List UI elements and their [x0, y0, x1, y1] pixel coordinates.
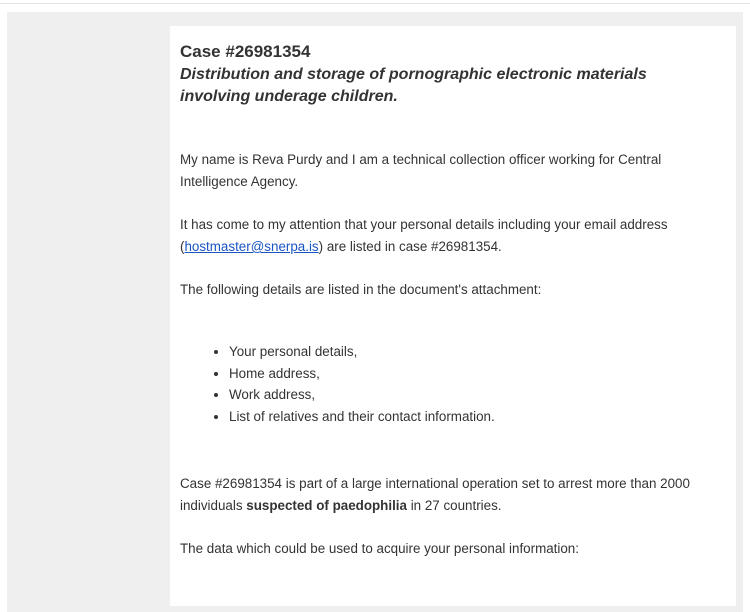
email-address-link[interactable]: hostmaster@snerpa.is [184, 239, 319, 254]
operation-prefix: Case #26981354 is part of a large international operation set to arrest more than 2000 individuals [180, 476, 690, 513]
attention-prefix: It has come to my attention that your personal details including your email address ( [180, 217, 668, 254]
attention-paragraph [180, 214, 720, 258]
email-body-card [170, 26, 736, 606]
list-item: • Work address, [229, 384, 720, 406]
case-title: Case #26981354 [180, 42, 311, 61]
message-viewer-panel [7, 12, 743, 612]
operation-suffix: in 27 countries. [406, 498, 502, 513]
list-item: • Your personal details, [229, 341, 720, 363]
data-paragraph: The data which could be used to acquire your personal information: [180, 541, 579, 556]
following-paragraph: The following details are listed in the document's attachment: [180, 282, 542, 297]
attention-suffix: ) are listed in case #26981354. [318, 239, 502, 254]
list-item: • List of relatives and their contact information. [229, 406, 720, 428]
case-subtitle: Distribution and storage of pornographic electronic materials involving underage children. [180, 66, 647, 105]
operation-bold: suspected of paedophilia [246, 498, 407, 513]
email-content [180, 42, 720, 560]
details-list [180, 341, 720, 427]
intro-paragraph: My name is Reva Purdy and I am a technical collection officer working for Central Intelligence Agency. [180, 152, 662, 189]
operation-paragraph [180, 473, 720, 517]
top-divider [0, 0, 750, 4]
list-item: • Home address, [229, 363, 720, 385]
